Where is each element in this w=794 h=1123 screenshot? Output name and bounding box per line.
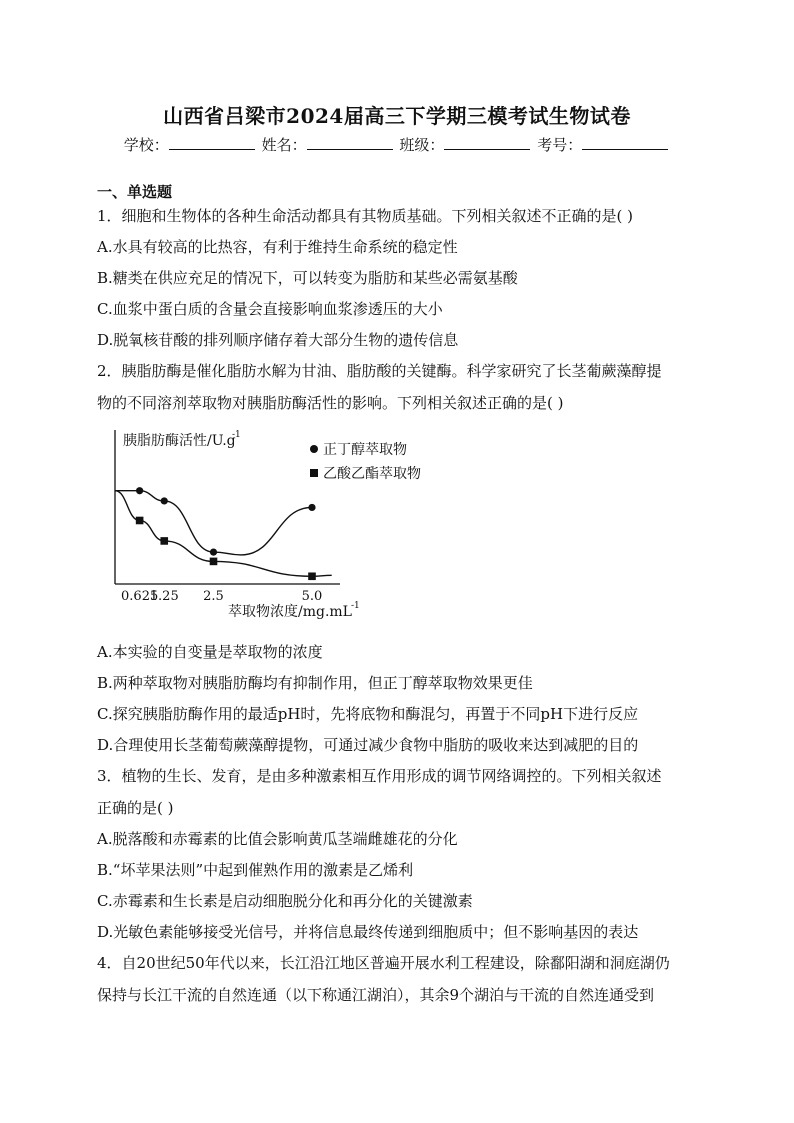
y-axis-label: [123, 430, 241, 449]
q3-option-c: C.赤霉素和生长素是启动细胞脱分化和再分化的关键激素: [97, 892, 473, 910]
legend-item-1: [310, 465, 421, 482]
page-title: 山西省吕梁市2024届高三下学期三模考试生物试卷: [163, 104, 631, 128]
q3-option-d: D.光敏色素能够接受光信号，并将信息最终传递到细胞质中；但不影响基因的表达: [97, 923, 639, 941]
x-axis-label: [228, 601, 360, 620]
exam-no-label: 考号：: [537, 136, 583, 154]
x-tick-label: 1.25: [149, 589, 179, 604]
school-label: 学校：: [123, 136, 169, 154]
legend-marker-circle: [310, 445, 318, 453]
name-label: 姓名：: [261, 136, 307, 154]
q2-stem-line2: 物的不同溶剂萃取物对胰脂肪酶活性的影响。下列相关叙述正确的是( ): [97, 394, 564, 412]
q2-stem-line1: 2．胰脂肪酶是催化脂肪水解为甘油、脂肪酸的关键酶。科学家研究了长茎葡蕨藻醇提: [97, 362, 662, 380]
legend-label-0: 正丁醇萃取物: [323, 442, 407, 458]
q3-stem-line2: 正确的是( ): [97, 799, 174, 817]
q3-option-b: B.“坏苹果法则”中起到催熟作用的激素是乙烯利: [97, 861, 414, 879]
x-tick-label: 2.5: [203, 589, 224, 604]
data-point-circle: [161, 497, 168, 504]
x-tick-label: 0.625: [121, 589, 159, 604]
y-axis-label-sup: -1: [232, 430, 241, 440]
data-point-square: [210, 558, 218, 566]
legend-label-1: 乙酸乙酯萃取物: [323, 466, 421, 482]
legend: [310, 441, 421, 482]
data-point-square: [160, 537, 168, 545]
data-point-square: [136, 517, 144, 525]
q1-option-d: D.脱氧核苷酸的排列顺序储存着大部分生物的遗传信息: [97, 331, 459, 349]
data-point-circle: [136, 487, 143, 494]
q1-stem: 1．细胞和生物体的各种生命活动都具有其物质基础。下列相关叙述不正确的是( ): [97, 207, 634, 225]
x-tick-labels: [121, 589, 322, 604]
x-axis-label-text: 萃取物浓度/mg.mL: [228, 604, 352, 620]
x-axis-label-sup: -1: [351, 601, 360, 611]
y-axis-label-text: 胰脂肪酶活性/U.g: [123, 433, 236, 449]
name-blank[interactable]: [307, 135, 393, 150]
q1-option-c: C.血浆中蛋白质的含量会直接影响血浆渗透压的大小: [97, 300, 443, 318]
q2-option-d: D.合理使用长茎葡萄蕨藻醇提物，可通过减少食物中脂肪的吸收来达到减肥的目的: [97, 736, 639, 754]
class-label: 班级：: [399, 136, 445, 154]
section-heading: 一、单选题: [97, 183, 173, 201]
x-tick-label: 5.0: [301, 589, 323, 604]
q2-option-b: B.两种萃取物对胰脂肪酶均有抑制作用，但正丁醇萃取物效果更佳: [97, 674, 533, 692]
data-point-circle: [308, 504, 315, 511]
q3-option-a: A.脱落酸和赤霉素的比值会影响黄瓜茎端雌雄花的分化: [97, 830, 458, 848]
q2-option-c: C.探究胰脂肪酶作用的最适pH时，先将底物和酶混匀，再置于不同pH下进行反应: [97, 705, 639, 723]
q3-stem-line1: 3．植物的生长、发育，是由多种激素相互作用形成的调节网络调控的。下列相关叙述: [97, 767, 662, 785]
enzyme-activity-chart: [95, 420, 455, 625]
series-line-0: [115, 491, 312, 555]
series-layer: [115, 487, 332, 580]
q1-option-b: B.糖类在供应充足的情况下，可以转变为脂肪和某些必需氨基酸: [97, 269, 518, 287]
data-point-circle: [210, 549, 217, 556]
legend-item-0: [310, 441, 407, 458]
q4-stem-line1: 4．自20世纪50年代以来，长江沿江地区普遍开展水利工程建设，除鄱阳湖和洞庭湖仍: [97, 954, 670, 972]
series-line-1: [115, 491, 332, 577]
q2-option-a: A.本实验的自变量是萃取物的浓度: [97, 643, 323, 661]
q4-stem-line2: 保持与长江干流的自然连通（以下称通江湖泊），其余9个湖泊与干流的自然连通受到: [97, 986, 655, 1004]
exam-no-blank[interactable]: [582, 135, 668, 150]
student-info-row: [0, 134, 794, 155]
q1-option-a: A.水具有较高的比热容，有利于维持生命系统的稳定性: [97, 238, 458, 256]
class-blank[interactable]: [444, 135, 530, 150]
data-point-square: [308, 572, 316, 580]
legend-marker-square: [310, 469, 318, 477]
school-blank[interactable]: [169, 135, 255, 150]
